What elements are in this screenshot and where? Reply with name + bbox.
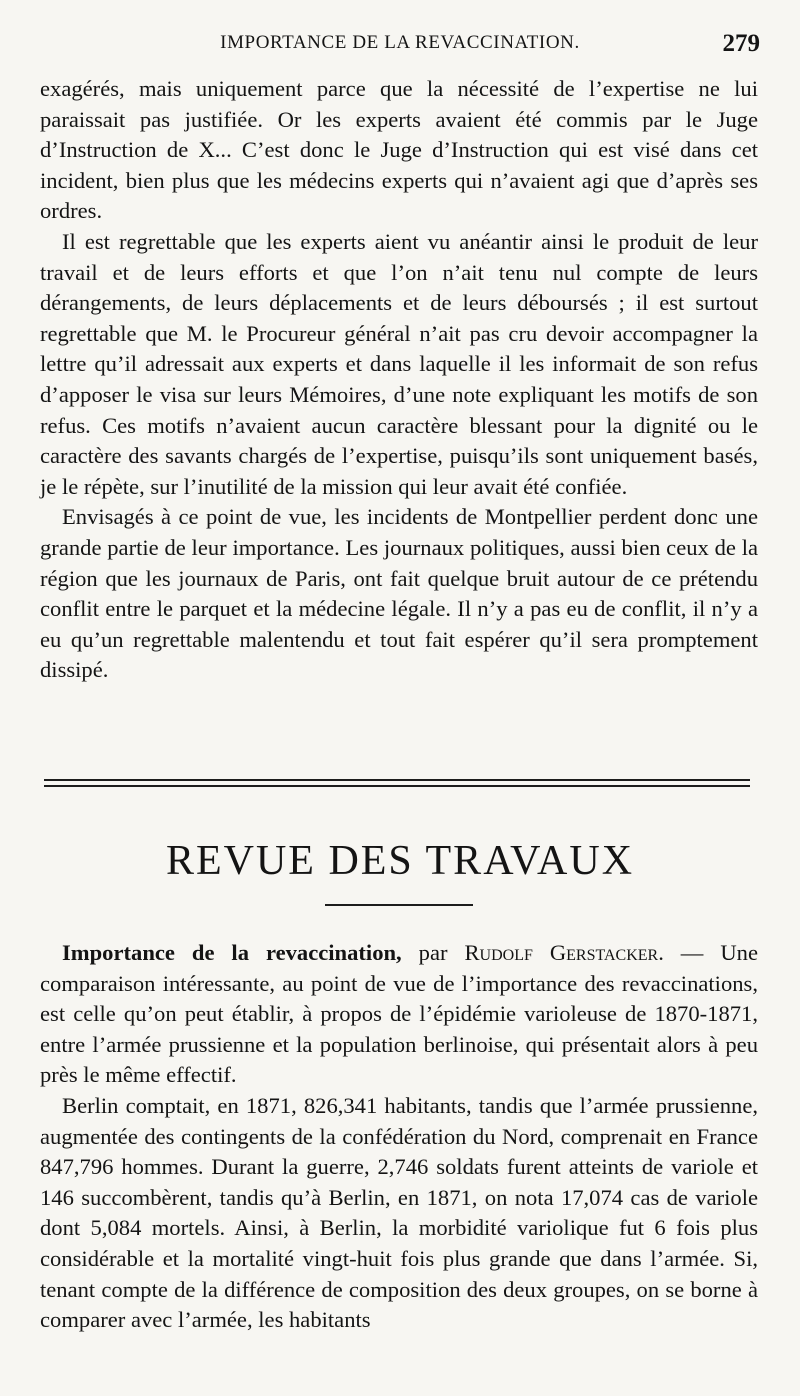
article xyxy=(40,938,758,1336)
article-author: Rudolf Gerstacker xyxy=(464,940,659,965)
title-underline xyxy=(325,904,473,906)
body-top xyxy=(40,74,758,686)
article-lead-paragraph xyxy=(40,938,758,1091)
article-paragraph-berlin: Berlin comptait, en 1871, 826,341 habitants, tandis que l’armée prussienne, augmentée des contingents de la confédération du Nord, comprenait en France 847,796 hommes. Durant la guerre, 2,746 soldats furent atteints de variole et 146 succombèrent, tandis qu’à Berlin, en 1871, on nota 17,074 cas de variole dont 5,084 mortels. Ainsi, à Berlin, la morbidité variolique fut 6 fois plus considérable et la mortalité vingt-huit fois plus grande que dans l’armée. Si, tenant compte de la différence de composition des deux groupes, on se borne à comparer avec l’armée, les habitants xyxy=(40,1092,758,1333)
section-divider xyxy=(44,779,750,787)
paragraph-experts: Il est regrettable que les experts aient vu anéantir ainsi le produit de leur travail et de leurs efforts et que l’on n’ait tenu nul compte de leurs dérangements, de leurs déplacements et de leurs déboursés ; il est surtout regrettable que M. le Procureur général n’ait pas cru devoir accompagner la lettre qu’il adressait aux experts et dans laquelle il les informait de son refus d’apposer le visa sur leurs Mémoires, d’une note expliquant les motifs de son refus. Ces motifs n’avaient aucun caractère blessant pour la dignité ou le caractère des savants chargés de l’expertise, puisqu’ils sont uniquement basés, je le répète, sur l’inutilité de la mission qui leur avait été confiée. xyxy=(40,228,758,499)
paragraph-continuation: exagérés, mais uniquement parce que la nécessité de l’expertise ne lui paraissait pas justifiée. Or les experts avaient été commis par le Juge d’Instruction de X... C’est donc le Juge d’Instruction qui est visé dans cet incident, bien plus que les médecins experts qui n’avaient agi que d’après ses ordres. xyxy=(40,76,758,224)
paragraph-montpellier: Envisagés à ce point de vue, les incidents de Montpellier perdent donc une grande partie de leur importance. Les journaux politiques, aussi bien ceux de la région que les journaux de Paris, ont fait quelque bruit autour de ce prétendu conflit entre le parquet et la médecine légale. Il n’y a pas eu de conflit, il n’y a eu qu’un regrettable malentendu et tout fait espérer qu’il sera promptement dissipé. xyxy=(40,504,758,683)
article-heading: Importance de la revaccination, xyxy=(62,940,402,965)
byline-prefix: par xyxy=(401,940,465,965)
page-number: 279 xyxy=(722,30,760,57)
article-lead-text: Une comparaison intéressante, au point de vue de l’importance des revaccinations, est celle qu’on peut établir, à propos de l’épidémie varioleuse de 1870-1871, entre l’armée prussienne et la population berlinoise, qui présentait alors à peu près le même effectif. xyxy=(40,940,758,1088)
running-head xyxy=(40,30,760,64)
section-title: REVUE DES TRAVAUX xyxy=(165,838,635,884)
heading-suffix: . — xyxy=(658,940,721,965)
running-title: IMPORTANCE DE LA REVACCINATION. xyxy=(220,32,580,53)
